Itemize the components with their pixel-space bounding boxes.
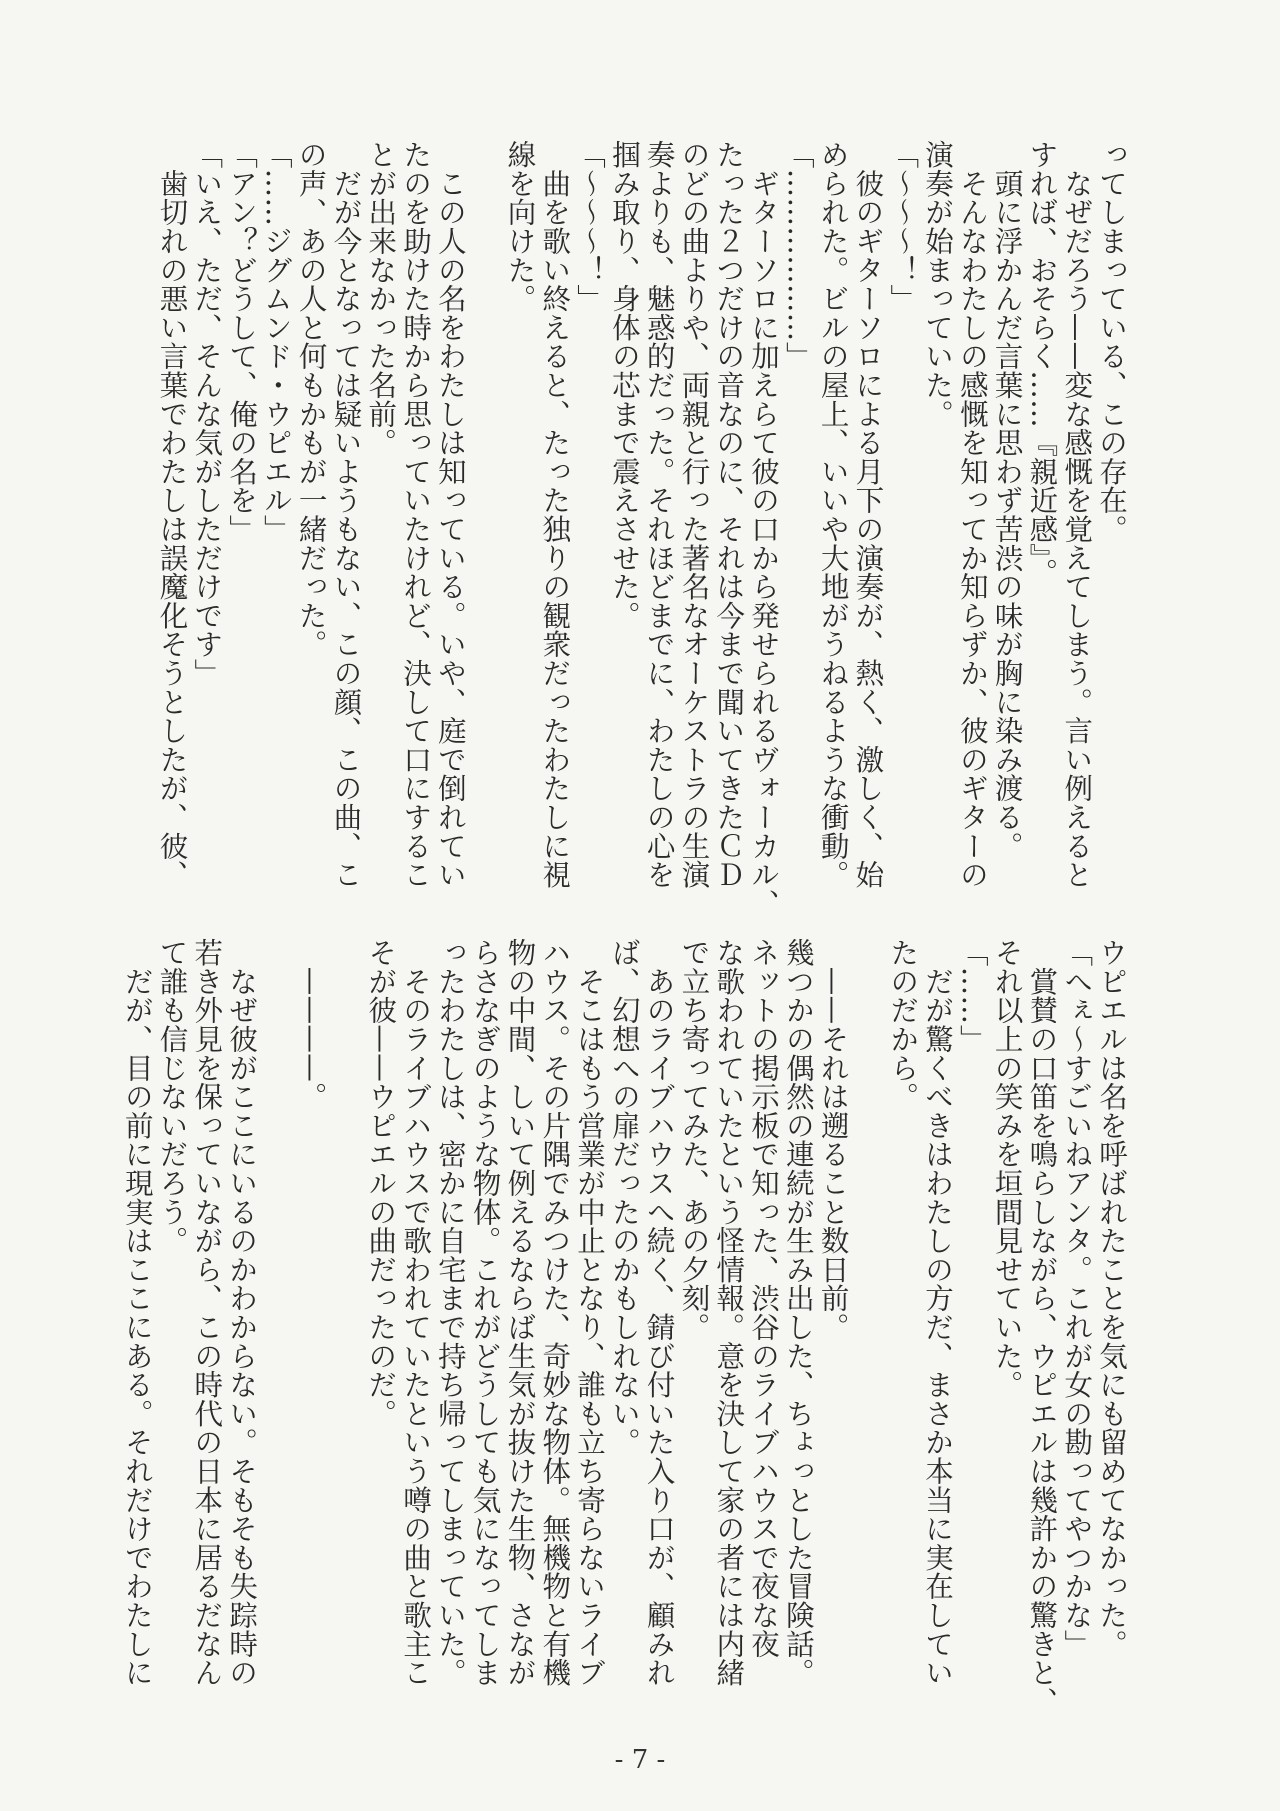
- text-column: 奏よりも、魅惑的だった。それほどまでに、わたしの心を: [642, 140, 676, 889]
- text-column: そのライブハウスで歌われていたという噂の曲と歌主こ: [399, 938, 433, 1687]
- text-column: ————。: [294, 938, 328, 1111]
- text-column: 「いえ、ただ、そんな気がしただけです」: [190, 140, 224, 688]
- text-column: あのライブハウスへ続く、錆び付いた入り口が、顧みれ: [642, 938, 676, 1687]
- text-column: らさなぎのような物体。これがどうしても気になってしま: [468, 938, 502, 1687]
- text-column: 「〜〜〜！」: [573, 140, 607, 313]
- text-column: ネットの掲示板で知った、渋谷のライブハウスで夜な夜: [747, 938, 781, 1658]
- text-column: なぜだろう——変な感慨を覚えてしまう。言い例えると: [1060, 140, 1094, 889]
- bottom-text-block: [120, 938, 1128, 1716]
- text-column: な歌われていたという怪情報。意を決して家の者には内緒: [712, 938, 746, 1687]
- text-column: 「………………」: [781, 140, 815, 371]
- text-column: だが今となっては疑いようもない、この顔、この曲、こ: [329, 140, 363, 889]
- text-column: の声、あの人と何もかもが一緒だった。: [294, 140, 328, 659]
- text-column: たった２つだけの音なのに、それは今まで聞いてきたＣＤ: [712, 140, 746, 889]
- text-column: 彼のギターソロによる月下の演奏が、熱く、激しく、始: [851, 140, 885, 889]
- text-column: ウピエルは名を呼ばれたことを気にも留めてなかった。: [1095, 938, 1128, 1658]
- text-column: で立ち寄ってみた、あの夕刻。: [677, 938, 711, 1342]
- text-column: この人の名をわたしは知っている。いや、庭で倒れてい: [433, 140, 467, 889]
- text-column: [467, 140, 502, 880]
- text-column: なぜ彼がここにいるのかわからない。そもそも失踪時の: [225, 938, 259, 1687]
- text-column: [258, 938, 293, 1678]
- text-column: だが驚くべきはわたしの方だ、まさか本当に実在してい: [921, 938, 955, 1687]
- text-column: 歯切れの悪い言葉でわたしは誤魔化そうとしたが、彼、: [155, 140, 189, 889]
- text-column: [850, 938, 885, 1678]
- text-column: 幾つかの偶然の連続が生み出した、ちょっとした冒険話。: [781, 938, 815, 1687]
- text-column: 曲を歌い終えると、たった独りの観衆だったわたしに視: [538, 140, 572, 889]
- text-column: たのだから。: [886, 938, 920, 1111]
- text-column: 賞賛の口笛を鳴らしながら、ウピエルは幾許かの驚きと、: [1025, 938, 1059, 1716]
- text-column: のどの曲よりや、両親と行った著名なオーケストラの生演: [677, 140, 711, 889]
- text-column: て誰も信じないだろう。: [155, 938, 189, 1255]
- text-column: 「〜〜〜！」: [886, 140, 920, 313]
- text-column: 若き外見を保っていながら、この時代の日本に居るだなん: [190, 938, 224, 1687]
- text-column: ハウス。その片隅でみつけた、奇妙な物体。無機物と有機: [538, 938, 572, 1687]
- text-column: そが彼——ウピエルの曲だったのだ。: [364, 938, 398, 1428]
- text-column: そんなわたしの感慨を知ってか知らずか、彼のギターの: [955, 140, 989, 889]
- text-column: められた。ビルの屋上、いいや大地がうねるような衝動。: [816, 140, 850, 889]
- text-column: とが出来なかった名前。: [364, 140, 398, 457]
- top-text-block: [150, 140, 1128, 918]
- text-column: 「へぇ〜すごいねアンタ。これが女の勘ってやつかな」: [1060, 938, 1094, 1658]
- text-column: すれば、おそらく……『親近感』。: [1025, 140, 1059, 587]
- text-column: 物の中間、しいて例えるならば生気が抜けた生物、さなが: [503, 938, 537, 1687]
- text-column: 掴み取り、身体の芯まで震えさせた。: [607, 140, 641, 630]
- text-column: ギターソロに加えらて彼の口から発せられるヴォーカル、: [747, 140, 781, 918]
- text-column: 頭に浮かんだ言葉に思わず苦渋の味が胸に染み渡る。: [990, 140, 1024, 860]
- text-column: 「アン？どうして、俺の名を」: [225, 140, 259, 544]
- text-column: それ以上の笑みを垣間見せていた。: [990, 938, 1024, 1399]
- text-column: 「……ジグムンド・ウピエル」: [259, 140, 293, 544]
- text-column: [328, 938, 363, 1678]
- text-column: 演奏が始まっていた。: [921, 140, 955, 428]
- text-column: ったわたしは、密かに自宅まで持ち帰ってしまっていた。: [433, 938, 467, 1687]
- text-column: ってしまっている、この存在。: [1095, 140, 1128, 544]
- text-column: ば、幻想への扉だったのかもしれない。: [607, 938, 641, 1457]
- page-number: - 7 -: [614, 1745, 666, 1775]
- text-column: 線を向けた。: [503, 140, 537, 313]
- text-column: 「……」: [955, 938, 989, 1054]
- text-column: たのを助けた時から思っていたけれど、決して口にするこ: [399, 140, 433, 889]
- text-column: そこはもう営業が中止となり、誰も立ち寄らないライブ: [573, 938, 607, 1687]
- text-column: だが、目の前に現実はここにある。それだけでわたしに: [120, 938, 154, 1687]
- text-column: ——それは遡ること数日前。: [816, 938, 850, 1342]
